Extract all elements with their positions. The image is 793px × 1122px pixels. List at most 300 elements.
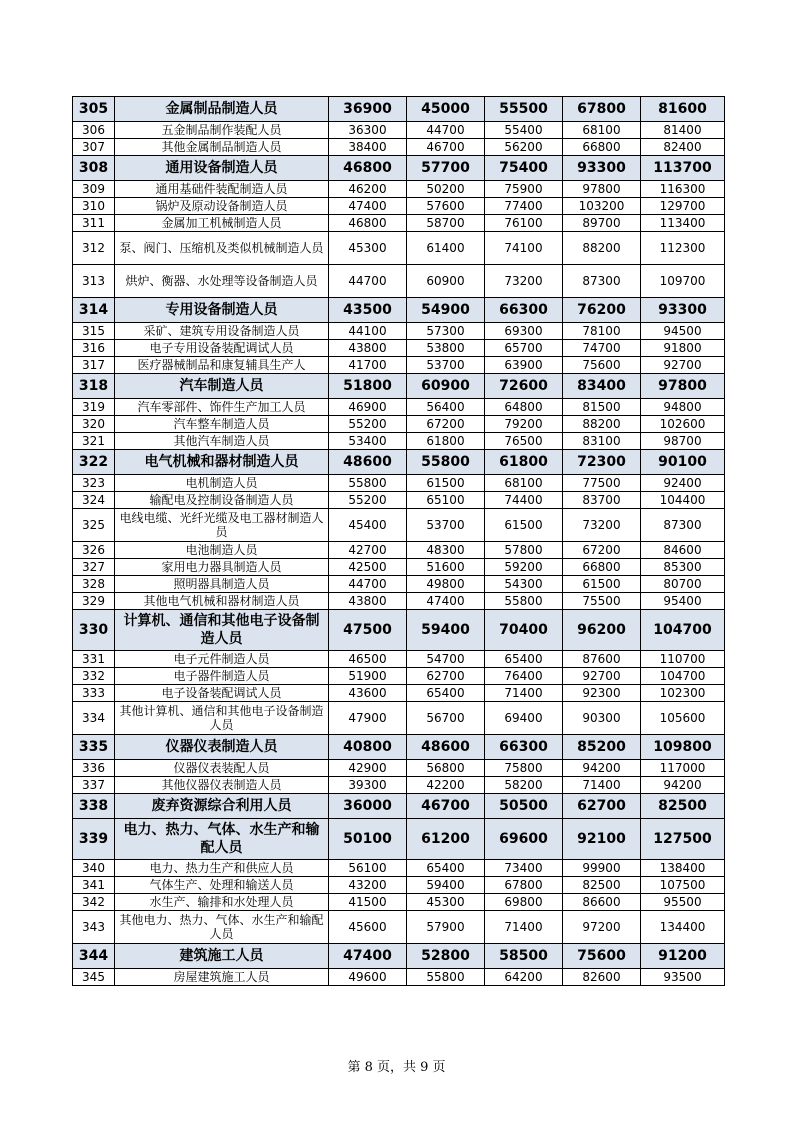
wage-value: 67200 <box>407 416 485 433</box>
wage-value: 61500 <box>485 509 563 542</box>
table-row <box>73 492 725 509</box>
wage-value: 95400 <box>641 593 725 610</box>
occupation-name: 医疗器械制品和康复辅具生产人 <box>115 357 329 374</box>
occupation-name: 锅炉及原动设备制造人员 <box>115 198 329 215</box>
wage-value: 45000 <box>407 97 485 122</box>
occupation-code: 316 <box>73 340 115 357</box>
wage-value: 66300 <box>485 735 563 760</box>
table-row <box>73 777 725 794</box>
category-row <box>73 298 725 323</box>
wage-value: 66800 <box>563 559 641 576</box>
wage-value: 44700 <box>407 122 485 139</box>
wage-value: 46800 <box>329 215 407 232</box>
category-row <box>73 610 725 651</box>
wage-value: 62700 <box>563 794 641 819</box>
wage-value: 55800 <box>407 969 485 986</box>
occupation-name: 汽车整车制造人员 <box>115 416 329 433</box>
wage-value: 75900 <box>485 181 563 198</box>
wage-value: 90100 <box>641 450 725 475</box>
wage-table-body <box>73 97 725 986</box>
wage-value: 97200 <box>563 911 641 944</box>
wage-value: 69400 <box>485 702 563 735</box>
wage-value: 43600 <box>329 685 407 702</box>
table-row <box>73 198 725 215</box>
table-row <box>73 475 725 492</box>
wage-value: 42700 <box>329 542 407 559</box>
wage-value: 83100 <box>563 433 641 450</box>
wage-value: 53800 <box>407 340 485 357</box>
table-row <box>73 702 725 735</box>
wage-value: 59400 <box>407 877 485 894</box>
category-row <box>73 944 725 969</box>
category-row <box>73 735 725 760</box>
wage-value: 87300 <box>641 509 725 542</box>
wage-value: 57900 <box>407 911 485 944</box>
category-row <box>73 819 725 860</box>
category-row <box>73 374 725 399</box>
occupation-name: 其他金属制品制造人员 <box>115 139 329 156</box>
occupation-name: 金属制品制造人员 <box>115 97 329 122</box>
wage-value: 84600 <box>641 542 725 559</box>
wage-value: 56100 <box>329 860 407 877</box>
wage-value: 94500 <box>641 323 725 340</box>
wage-value: 129700 <box>641 198 725 215</box>
table-row <box>73 969 725 986</box>
occupation-code: 317 <box>73 357 115 374</box>
wage-value: 48300 <box>407 542 485 559</box>
wage-value: 41700 <box>329 357 407 374</box>
occupation-name: 照明器具制造人员 <box>115 576 329 593</box>
wage-value: 97800 <box>641 374 725 399</box>
wage-value: 67800 <box>563 97 641 122</box>
wage-value: 88200 <box>563 232 641 265</box>
occupation-code: 342 <box>73 894 115 911</box>
occupation-code: 330 <box>73 610 115 651</box>
occupation-name: 计算机、通信和其他电子设备制造人员 <box>115 610 329 651</box>
wage-value: 75600 <box>563 944 641 969</box>
table-row <box>73 542 725 559</box>
wage-value: 46500 <box>329 651 407 668</box>
wage-value: 44700 <box>329 265 407 298</box>
wage-value: 46200 <box>329 181 407 198</box>
occupation-name: 其他电力、热力、气体、水生产和输配人员 <box>115 911 329 944</box>
table-row <box>73 139 725 156</box>
wage-value: 61800 <box>407 433 485 450</box>
occupation-code: 312 <box>73 232 115 265</box>
wage-value: 75800 <box>485 760 563 777</box>
wage-value: 56400 <box>407 399 485 416</box>
occupation-name: 金属加工机械制造人员 <box>115 215 329 232</box>
occupation-name: 泵、阀门、压缩机及类似机械制造人员 <box>115 232 329 265</box>
wage-value: 113400 <box>641 215 725 232</box>
wage-value: 55200 <box>329 492 407 509</box>
occupation-code: 345 <box>73 969 115 986</box>
occupation-code: 313 <box>73 265 115 298</box>
occupation-code: 338 <box>73 794 115 819</box>
occupation-code: 324 <box>73 492 115 509</box>
occupation-code: 306 <box>73 122 115 139</box>
wage-value: 49600 <box>329 969 407 986</box>
wage-value: 94800 <box>641 399 725 416</box>
wage-value: 61800 <box>485 450 563 475</box>
wage-value: 117000 <box>641 760 725 777</box>
wage-value: 61400 <box>407 232 485 265</box>
table-row <box>73 877 725 894</box>
wage-value: 99900 <box>563 860 641 877</box>
occupation-code: 339 <box>73 819 115 860</box>
wage-value: 92300 <box>563 685 641 702</box>
wage-value: 50500 <box>485 794 563 819</box>
table-row <box>73 760 725 777</box>
table-row <box>73 122 725 139</box>
table-row <box>73 668 725 685</box>
wage-value: 58200 <box>485 777 563 794</box>
table-row <box>73 232 725 265</box>
wage-value: 61500 <box>407 475 485 492</box>
wage-value: 53700 <box>407 509 485 542</box>
wage-value: 47900 <box>329 702 407 735</box>
wage-value: 64800 <box>485 399 563 416</box>
table-row <box>73 215 725 232</box>
wage-table <box>72 96 725 986</box>
wage-value: 76400 <box>485 668 563 685</box>
wage-value: 93300 <box>563 156 641 181</box>
wage-value: 73200 <box>563 509 641 542</box>
wage-value: 116300 <box>641 181 725 198</box>
wage-value: 45600 <box>329 911 407 944</box>
wage-value: 61500 <box>563 576 641 593</box>
wage-value: 55800 <box>485 593 563 610</box>
wage-value: 89700 <box>563 215 641 232</box>
wage-value: 83400 <box>563 374 641 399</box>
occupation-code: 319 <box>73 399 115 416</box>
wage-value: 69600 <box>485 819 563 860</box>
wage-value: 92700 <box>563 668 641 685</box>
wage-value: 44100 <box>329 323 407 340</box>
wage-value: 42900 <box>329 760 407 777</box>
wage-value: 92400 <box>641 475 725 492</box>
wage-value: 86600 <box>563 894 641 911</box>
wage-value: 55400 <box>485 122 563 139</box>
occupation-code: 323 <box>73 475 115 492</box>
occupation-name: 废弃资源综合利用人员 <box>115 794 329 819</box>
wage-value: 81400 <box>641 122 725 139</box>
wage-value: 43800 <box>329 593 407 610</box>
wage-value: 81500 <box>563 399 641 416</box>
occupation-code: 329 <box>73 593 115 610</box>
wage-value: 91200 <box>641 944 725 969</box>
occupation-name: 汽车零部件、饰件生产加工人员 <box>115 399 329 416</box>
wage-value: 88200 <box>563 416 641 433</box>
wage-value: 110700 <box>641 651 725 668</box>
wage-value: 87600 <box>563 651 641 668</box>
wage-value: 75500 <box>563 593 641 610</box>
occupation-name: 通用基础件装配制造人员 <box>115 181 329 198</box>
table-row <box>73 685 725 702</box>
wage-value: 104400 <box>641 492 725 509</box>
wage-value: 68100 <box>485 475 563 492</box>
wage-value: 65100 <box>407 492 485 509</box>
wage-value: 127500 <box>641 819 725 860</box>
wage-value: 74400 <box>485 492 563 509</box>
wage-value: 82500 <box>641 794 725 819</box>
table-row <box>73 265 725 298</box>
table-row <box>73 576 725 593</box>
wage-value: 93500 <box>641 969 725 986</box>
occupation-name: 烘炉、衡器、水处理等设备制造人员 <box>115 265 329 298</box>
wage-value: 65700 <box>485 340 563 357</box>
wage-value: 107500 <box>641 877 725 894</box>
wage-value: 42500 <box>329 559 407 576</box>
occupation-code: 321 <box>73 433 115 450</box>
occupation-code: 336 <box>73 760 115 777</box>
wage-value: 46900 <box>329 399 407 416</box>
wage-value: 67800 <box>485 877 563 894</box>
wage-value: 82600 <box>563 969 641 986</box>
wage-value: 112300 <box>641 232 725 265</box>
occupation-name: 建筑施工人员 <box>115 944 329 969</box>
wage-value: 72300 <box>563 450 641 475</box>
wage-value: 90300 <box>563 702 641 735</box>
wage-value: 104700 <box>641 610 725 651</box>
wage-value: 109700 <box>641 265 725 298</box>
wage-value: 58500 <box>485 944 563 969</box>
wage-value: 47400 <box>329 198 407 215</box>
wage-value: 76500 <box>485 433 563 450</box>
wage-value: 43800 <box>329 340 407 357</box>
wage-value: 51600 <box>407 559 485 576</box>
occupation-code: 307 <box>73 139 115 156</box>
occupation-code: 332 <box>73 668 115 685</box>
occupation-code: 314 <box>73 298 115 323</box>
wage-value: 65400 <box>485 651 563 668</box>
wage-value: 77500 <box>563 475 641 492</box>
wage-value: 47500 <box>329 610 407 651</box>
occupation-code: 334 <box>73 702 115 735</box>
wage-value: 48600 <box>407 735 485 760</box>
occupation-code: 337 <box>73 777 115 794</box>
wage-value: 60900 <box>407 374 485 399</box>
wage-value: 49800 <box>407 576 485 593</box>
occupation-name: 通用设备制造人员 <box>115 156 329 181</box>
wage-value: 55800 <box>329 475 407 492</box>
occupation-name: 汽车制造人员 <box>115 374 329 399</box>
wage-value: 38400 <box>329 139 407 156</box>
wage-value: 68100 <box>563 122 641 139</box>
occupation-name: 电力、热力、气体、水生产和输配人员 <box>115 819 329 860</box>
wage-value: 50200 <box>407 181 485 198</box>
table-row <box>73 911 725 944</box>
wage-value: 71400 <box>563 777 641 794</box>
wage-value: 56700 <box>407 702 485 735</box>
table-row <box>73 651 725 668</box>
wage-value: 63900 <box>485 357 563 374</box>
wage-value: 134400 <box>641 911 725 944</box>
wage-value: 36900 <box>329 97 407 122</box>
occupation-name: 专用设备制造人员 <box>115 298 329 323</box>
occupation-code: 333 <box>73 685 115 702</box>
wage-value: 65400 <box>407 685 485 702</box>
wage-value: 74700 <box>563 340 641 357</box>
wage-value: 97800 <box>563 181 641 198</box>
category-row <box>73 97 725 122</box>
wage-value: 60900 <box>407 265 485 298</box>
wage-value: 46700 <box>407 794 485 819</box>
occupation-name: 输配电及控制设备制造人员 <box>115 492 329 509</box>
table-row <box>73 416 725 433</box>
wage-value: 56200 <box>485 139 563 156</box>
category-row <box>73 450 725 475</box>
wage-value: 52800 <box>407 944 485 969</box>
wage-value: 69800 <box>485 894 563 911</box>
wage-value: 72600 <box>485 374 563 399</box>
wage-value: 102600 <box>641 416 725 433</box>
occupation-name: 电子元件制造人员 <box>115 651 329 668</box>
occupation-name: 其他汽车制造人员 <box>115 433 329 450</box>
wage-value: 83700 <box>563 492 641 509</box>
occupation-name: 五金制品制作装配人员 <box>115 122 329 139</box>
wage-value: 43500 <box>329 298 407 323</box>
wage-value: 78100 <box>563 323 641 340</box>
wage-value: 40800 <box>329 735 407 760</box>
wage-value: 103200 <box>563 198 641 215</box>
wage-value: 96200 <box>563 610 641 651</box>
occupation-name: 房屋建筑施工人员 <box>115 969 329 986</box>
wage-value: 45300 <box>407 894 485 911</box>
wage-value: 36000 <box>329 794 407 819</box>
occupation-code: 311 <box>73 215 115 232</box>
wage-value: 76100 <box>485 215 563 232</box>
wage-value: 80700 <box>641 576 725 593</box>
wage-value: 55200 <box>329 416 407 433</box>
wage-value: 62700 <box>407 668 485 685</box>
category-row <box>73 794 725 819</box>
wage-value: 75400 <box>485 156 563 181</box>
wage-value: 92700 <box>641 357 725 374</box>
wage-value: 91800 <box>641 340 725 357</box>
wage-value: 54900 <box>407 298 485 323</box>
table-row <box>73 181 725 198</box>
wage-value: 66300 <box>485 298 563 323</box>
wage-value: 79200 <box>485 416 563 433</box>
wage-value: 71400 <box>485 911 563 944</box>
occupation-code: 335 <box>73 735 115 760</box>
wage-value: 58700 <box>407 215 485 232</box>
wage-value: 138400 <box>641 860 725 877</box>
table-row <box>73 894 725 911</box>
wage-value: 104700 <box>641 668 725 685</box>
wage-value: 54300 <box>485 576 563 593</box>
occupation-name: 其他电气机械和器材制造人员 <box>115 593 329 610</box>
wage-value: 61200 <box>407 819 485 860</box>
occupation-name: 电子设备装配调试人员 <box>115 685 329 702</box>
wage-value: 45300 <box>329 232 407 265</box>
wage-value: 36300 <box>329 122 407 139</box>
occupation-name: 水生产、输排和水处理人员 <box>115 894 329 911</box>
wage-value: 53700 <box>407 357 485 374</box>
wage-value: 93300 <box>641 298 725 323</box>
wage-value: 98700 <box>641 433 725 450</box>
occupation-code: 327 <box>73 559 115 576</box>
wage-value: 82500 <box>563 877 641 894</box>
occupation-name: 电子器件制造人员 <box>115 668 329 685</box>
wage-value: 77400 <box>485 198 563 215</box>
wage-value: 67200 <box>563 542 641 559</box>
wage-value: 39300 <box>329 777 407 794</box>
occupation-code: 328 <box>73 576 115 593</box>
wage-value: 47400 <box>329 944 407 969</box>
wage-value: 95500 <box>641 894 725 911</box>
wage-value: 57300 <box>407 323 485 340</box>
wage-value: 47400 <box>407 593 485 610</box>
wage-value: 56800 <box>407 760 485 777</box>
wage-value: 57600 <box>407 198 485 215</box>
wage-value: 102300 <box>641 685 725 702</box>
occupation-name: 气体生产、处理和输送人员 <box>115 877 329 894</box>
table-row <box>73 323 725 340</box>
table-row <box>73 340 725 357</box>
occupation-code: 308 <box>73 156 115 181</box>
occupation-code: 310 <box>73 198 115 215</box>
wage-value: 94200 <box>641 777 725 794</box>
occupation-code: 305 <box>73 97 115 122</box>
occupation-code: 344 <box>73 944 115 969</box>
table-row <box>73 509 725 542</box>
wage-value: 81600 <box>641 97 725 122</box>
wage-value: 82400 <box>641 139 725 156</box>
wage-value: 59400 <box>407 610 485 651</box>
occupation-name: 电机制造人员 <box>115 475 329 492</box>
occupation-name: 电力、热力生产和供应人员 <box>115 860 329 877</box>
wage-value: 69300 <box>485 323 563 340</box>
wage-value: 46700 <box>407 139 485 156</box>
wage-value: 109800 <box>641 735 725 760</box>
occupation-code: 343 <box>73 911 115 944</box>
wage-value: 51900 <box>329 668 407 685</box>
wage-value: 55800 <box>407 450 485 475</box>
occupation-code: 318 <box>73 374 115 399</box>
wage-value: 94200 <box>563 760 641 777</box>
wage-value: 57800 <box>485 542 563 559</box>
occupation-name: 其他仪器仪表制造人员 <box>115 777 329 794</box>
wage-value: 66800 <box>563 139 641 156</box>
table-row <box>73 593 725 610</box>
wage-value: 41500 <box>329 894 407 911</box>
wage-value: 44700 <box>329 576 407 593</box>
occupation-name: 电池制造人员 <box>115 542 329 559</box>
wage-value: 76200 <box>563 298 641 323</box>
occupation-name: 家用电力器具制造人员 <box>115 559 329 576</box>
occupation-code: 309 <box>73 181 115 198</box>
wage-value: 57700 <box>407 156 485 181</box>
occupation-name: 其他计算机、通信和其他电子设备制造人员 <box>115 702 329 735</box>
table-row <box>73 860 725 877</box>
wage-value: 55500 <box>485 97 563 122</box>
wage-value: 50100 <box>329 819 407 860</box>
wage-value: 54700 <box>407 651 485 668</box>
wage-value: 42200 <box>407 777 485 794</box>
wage-value: 65400 <box>407 860 485 877</box>
occupation-name: 电线电缆、光纤光缆及电工器材制造人员 <box>115 509 329 542</box>
wage-value: 70400 <box>485 610 563 651</box>
occupation-code: 326 <box>73 542 115 559</box>
wage-value: 113700 <box>641 156 725 181</box>
occupation-name: 采矿、建筑专用设备制造人员 <box>115 323 329 340</box>
occupation-name: 仪器仪表制造人员 <box>115 735 329 760</box>
occupation-name: 电气机械和器材制造人员 <box>115 450 329 475</box>
table-row <box>73 357 725 374</box>
occupation-code: 325 <box>73 509 115 542</box>
